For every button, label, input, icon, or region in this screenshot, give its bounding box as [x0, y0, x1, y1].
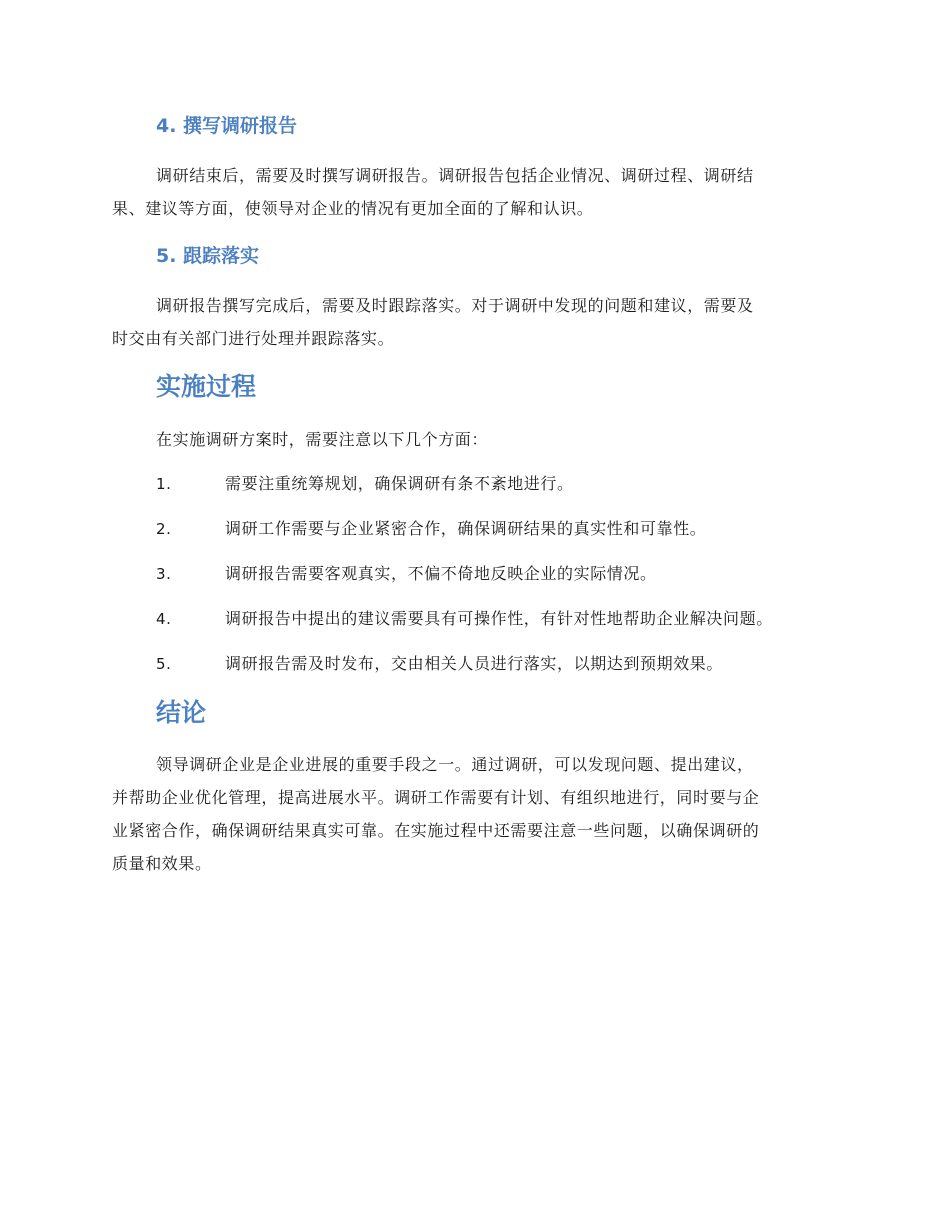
paragraph-line: 业紧密合作，确保调研结果真实可靠。在实施过程中还需要注意一些问题，以确保调研的 — [112, 821, 760, 840]
list-item-text: 调研报告需及时发布，交由相关人员进行落实，以期达到预期效果。 — [225, 654, 724, 673]
paragraph-implementation-intro — [112, 423, 840, 456]
section-heading-conclusion: 结论 — [156, 698, 207, 727]
list-item-number: 4. — [156, 610, 172, 628]
list-item-text: 调研报告中提出的建议需要具有可操作性，有针对性地帮助企业解决问题。 — [225, 609, 773, 628]
paragraph-line: 果、建议等方面，使领导对企业的情况有更加全面的了解和认识。 — [112, 199, 594, 218]
list-item-text: 调研工作需要与企业紧密合作，确保调研结果的真实性和可靠性。 — [225, 519, 707, 538]
list-item-number: 3. — [156, 565, 172, 583]
paragraph-line: 领导调研企业是企业进展的重要手段之一。通过调研，可以发现问题、提出建议， — [156, 755, 754, 774]
paragraph-line: 在实施调研方案时，需要注意以下几个方面： — [156, 430, 489, 449]
list-item-number: 5. — [156, 655, 172, 673]
paragraph-conclusion — [112, 748, 840, 880]
paragraph-write-report — [112, 159, 840, 225]
list-item-text: 需要注重统筹规划，确保调研有条不紊地进行。 — [225, 474, 574, 493]
paragraph-line: 质量和效果。 — [112, 854, 212, 873]
paragraph-line: 调研报告撰写完成后，需要及时跟踪落实。对于调研中发现的问题和建议，需要及 — [156, 296, 754, 315]
paragraph-line: 时交由有关部门进行处理并跟踪落实。 — [112, 329, 395, 348]
list-item-text: 调研报告需要客观真实，不偏不倚地反映企业的实际情况。 — [225, 564, 657, 583]
list-item-number: 2. — [156, 520, 172, 538]
paragraph-line: 并帮助企业优化管理，提高进展水平。调研工作需要有计划、有组织地进行，同时要与企 — [112, 788, 760, 807]
section-heading-implementation: 实施过程 — [156, 372, 257, 401]
section-heading-follow-up: 5. 跟踪落实 — [156, 245, 260, 267]
list-item-number: 1. — [156, 475, 172, 493]
section-heading-write-report: 4. 撰写调研报告 — [156, 115, 298, 137]
paragraph-follow-up — [112, 289, 840, 355]
paragraph-line: 调研结束后，需要及时撰写调研报告。调研报告包括企业情况、调研过程、调研结 — [156, 166, 754, 185]
